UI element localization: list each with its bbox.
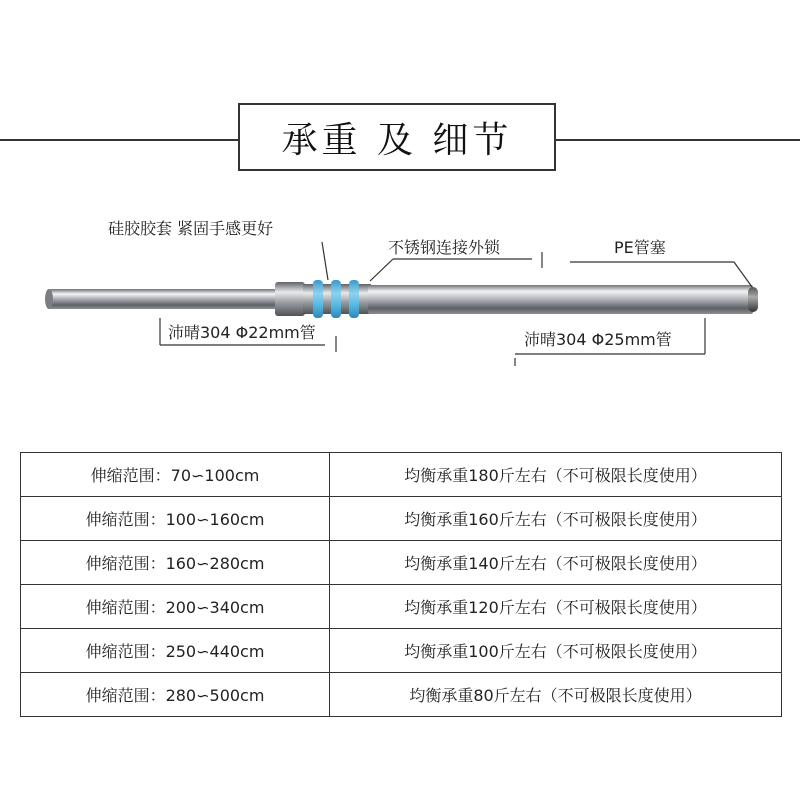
load-cell: 均衡承重120斤左右（不可极限长度使用）	[330, 585, 782, 629]
table-row	[21, 673, 782, 717]
range-cell: 伸缩范围：70∽100cm	[21, 453, 330, 497]
load-cell: 均衡承重140斤左右（不可极限长度使用）	[330, 541, 782, 585]
stainless-lock-label: 不锈钢连接外锁	[388, 238, 501, 257]
table-row	[21, 585, 782, 629]
large-tube	[368, 285, 753, 314]
range-cell: 伸缩范围：160∽280cm	[21, 541, 330, 585]
range-cell: 伸缩范围：250∽440cm	[21, 629, 330, 673]
section-title: 承重 及 细节	[238, 103, 556, 171]
large-tube-label: 沛晴304 Φ25mm管	[524, 330, 672, 349]
range-cell: 伸缩范围：200∽340cm	[21, 585, 330, 629]
load-cell: 均衡承重160斤左右（不可极限长度使用）	[330, 497, 782, 541]
range-cell: 伸缩范围：100∽160cm	[21, 497, 330, 541]
table-row	[21, 453, 782, 497]
pe-plug	[748, 287, 758, 312]
silicone-sleeve-label: 硅胶胶套 紧固手感更好	[108, 219, 274, 238]
silicone-rings	[313, 280, 359, 318]
pe-plug-label: PE管塞	[614, 238, 666, 257]
table-row	[21, 541, 782, 585]
table-row	[21, 629, 782, 673]
load-cell: 均衡承重100斤左右（不可极限长度使用）	[330, 629, 782, 673]
table-row	[21, 497, 782, 541]
load-spec-table	[20, 452, 782, 717]
small-tube-label: 沛晴304 Φ22mm管	[168, 323, 316, 342]
small-tube	[45, 289, 279, 309]
range-cell: 伸缩范围：280∽500cm	[21, 673, 330, 717]
load-cell: 均衡承重80斤左右（不可极限长度使用）	[330, 673, 782, 717]
load-cell: 均衡承重180斤左右（不可极限长度使用）	[330, 453, 782, 497]
